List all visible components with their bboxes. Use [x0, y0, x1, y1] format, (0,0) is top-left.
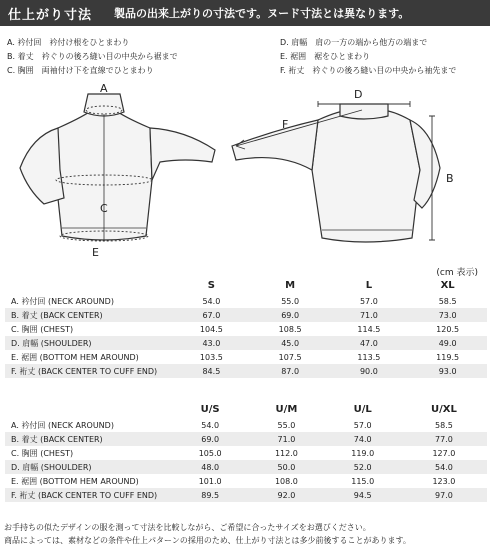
- table-row: [5, 294, 487, 308]
- cell-value: 45.0: [251, 336, 330, 350]
- label-d: D: [354, 88, 363, 101]
- table-row: [5, 432, 487, 446]
- row-label: B. 着丈 (BACK CENTER): [5, 432, 172, 446]
- cell-value: 43.0: [172, 336, 251, 350]
- cell-value: 108.5: [251, 322, 330, 336]
- cell-value: 90.0: [330, 364, 409, 378]
- cell-value: 54.0: [172, 418, 248, 432]
- cell-value: 120.5: [408, 322, 487, 336]
- size-header: XL: [440, 279, 455, 291]
- cell-value: 103.5: [172, 350, 251, 364]
- row-label: B. 着丈 (BACK CENTER): [5, 308, 172, 322]
- table-header-row: [5, 276, 487, 294]
- cell-value: 52.0: [325, 460, 401, 474]
- unit-note: (cm 表示): [436, 268, 478, 278]
- row-label: A. 衿付回 (NECK AROUND): [5, 294, 172, 308]
- cell-value: 57.0: [330, 294, 409, 308]
- cell-value: 101.0: [172, 474, 248, 488]
- definitions-left: [7, 36, 178, 78]
- front-jacket-illustration: [20, 94, 215, 240]
- cell-value: 104.5: [172, 322, 251, 336]
- page-subtitle: 製品の出来上がりの寸法です。ヌード寸法とは異なります。: [114, 7, 410, 20]
- table-header-row: [5, 400, 487, 418]
- cell-value: 67.0: [172, 308, 251, 322]
- label-a: A: [100, 82, 108, 95]
- cell-value: 108.0: [248, 474, 324, 488]
- row-label: C. 胸囲 (CHEST): [5, 446, 172, 460]
- size-table-regular: [5, 276, 487, 378]
- table-row: [5, 474, 487, 488]
- table-row: [5, 460, 487, 474]
- cell-value: 55.0: [251, 294, 330, 308]
- table-row: [5, 418, 487, 432]
- cell-value: 73.0: [408, 308, 487, 322]
- size-header: U/S: [200, 403, 220, 415]
- measurement-diagram: [0, 78, 490, 263]
- table-row: [5, 488, 487, 502]
- row-label: C. 胸囲 (CHEST): [5, 322, 172, 336]
- cell-value: 74.0: [325, 432, 401, 446]
- table-row: [5, 308, 487, 322]
- row-label: D. 肩幅 (SHOULDER): [5, 460, 172, 474]
- definition-c: C. 胸囲 両袖付け下を直線でひとまわり: [7, 66, 154, 75]
- cell-value: 71.0: [330, 308, 409, 322]
- cell-value: 49.0: [408, 336, 487, 350]
- row-label: F. 裄丈 (BACK CENTER TO CUFF END): [5, 364, 172, 378]
- label-f: F: [282, 118, 289, 131]
- cell-value: 84.5: [172, 364, 251, 378]
- cell-value: 58.5: [401, 418, 487, 432]
- cell-value: 77.0: [401, 432, 487, 446]
- size-header: L: [365, 279, 373, 291]
- row-label: E. 裾囲 (BOTTOM HEM AROUND): [5, 474, 172, 488]
- definition-a: A. 衿付回 衿付け根をひとまわり: [7, 38, 130, 47]
- table-row: [5, 350, 487, 364]
- label-b: B: [446, 172, 454, 185]
- cell-value: 115.0: [325, 474, 401, 488]
- cell-value: 123.0: [401, 474, 487, 488]
- footer-notes: [4, 521, 411, 547]
- definition-b: B. 着丈 衿ぐりの後ろ縫い目の中央から裾まで: [7, 52, 178, 61]
- label-e: E: [92, 246, 99, 259]
- cell-value: 54.0: [172, 294, 251, 308]
- table-row: [5, 364, 487, 378]
- cell-value: 50.0: [248, 460, 324, 474]
- row-label: E. 裾囲 (BOTTOM HEM AROUND): [5, 350, 172, 364]
- cell-value: 69.0: [251, 308, 330, 322]
- cell-value: 112.0: [248, 446, 324, 460]
- footer-note: 商品によっては、素材などの条件や仕上パターンの採用のため、仕上がり寸法とは多少前後することがあります。: [4, 536, 411, 545]
- row-label: A. 衿付回 (NECK AROUND): [5, 418, 172, 432]
- cell-value: 105.0: [172, 446, 248, 460]
- cell-value: 58.5: [408, 294, 487, 308]
- cell-value: 114.5: [330, 322, 409, 336]
- cell-value: 92.0: [248, 488, 324, 502]
- cell-value: 87.0: [251, 364, 330, 378]
- cell-value: 94.5: [325, 488, 401, 502]
- footer-note: お手持ちの似たデザインの服を測って寸法を比較しながら、ご希望に合ったサイズをお選びください。: [4, 523, 371, 532]
- label-c: C: [100, 202, 108, 215]
- size-header: M: [285, 279, 296, 291]
- cell-value: 119.5: [408, 350, 487, 364]
- back-jacket-illustration: [232, 104, 440, 242]
- definition-e: E. 裾囲 裾をひとまわり: [280, 52, 371, 61]
- size-header: S: [207, 279, 215, 291]
- cell-value: 54.0: [401, 460, 487, 474]
- size-header: U/L: [353, 403, 372, 415]
- header-banner: [0, 0, 490, 26]
- cell-value: 119.0: [325, 446, 401, 460]
- cell-value: 93.0: [408, 364, 487, 378]
- cell-value: 113.5: [330, 350, 409, 364]
- cell-value: 55.0: [248, 418, 324, 432]
- size-header: U/M: [275, 403, 298, 415]
- definition-f: F. 裄丈 衿ぐりの後ろ縫い目の中央から袖先まで: [280, 66, 457, 75]
- cell-value: 97.0: [401, 488, 487, 502]
- row-label: D. 肩幅 (SHOULDER): [5, 336, 172, 350]
- cell-value: 47.0: [330, 336, 409, 350]
- cell-value: 89.5: [172, 488, 248, 502]
- cell-value: 48.0: [172, 460, 248, 474]
- size-table-u: [5, 400, 487, 502]
- definitions-right: [280, 36, 456, 78]
- row-label: F. 裄丈 (BACK CENTER TO CUFF END): [5, 488, 172, 502]
- size-header: U/XL: [430, 403, 457, 415]
- cell-value: 107.5: [251, 350, 330, 364]
- table-row: [5, 322, 487, 336]
- definition-d: D. 肩幅 肩の一方の端から他方の端まで: [280, 38, 428, 47]
- cell-value: 69.0: [172, 432, 248, 446]
- cell-value: 57.0: [325, 418, 401, 432]
- cell-value: 127.0: [401, 446, 487, 460]
- page-title: 仕上がり寸法: [8, 7, 93, 23]
- table-row: [5, 446, 487, 460]
- table-row: [5, 336, 487, 350]
- cell-value: 71.0: [248, 432, 324, 446]
